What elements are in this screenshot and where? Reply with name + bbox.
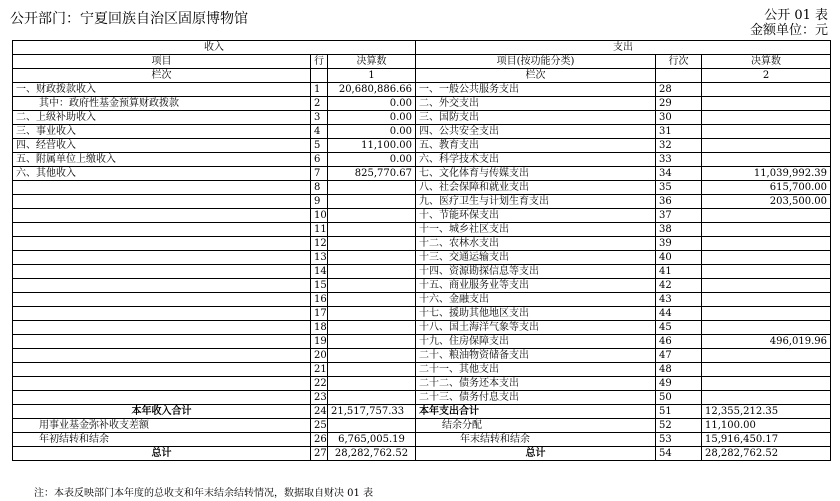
fund-offset-value — [328, 419, 416, 433]
surplus-allocation-value: 11,100.00 — [702, 419, 831, 433]
unit-label: 金额单位：元 — [749, 23, 828, 38]
income-amount — [328, 181, 416, 195]
expense-item: 八、社会保障和就业支出 — [416, 181, 656, 195]
income-row-no: 11 — [311, 223, 328, 237]
expense-item: 四、公共安全支出 — [416, 125, 656, 139]
expense-total-row: 51 — [656, 405, 702, 419]
expense-amount — [702, 97, 831, 111]
table-row — [13, 153, 831, 167]
expense-row-no: 46 — [656, 335, 702, 349]
expense-amount — [702, 265, 831, 279]
table-row — [13, 349, 831, 363]
table-row — [13, 195, 831, 209]
table-row — [13, 321, 831, 335]
table-row — [13, 209, 831, 223]
income-amount — [328, 195, 416, 209]
expense-row-no: 41 — [656, 265, 702, 279]
expense-amount — [702, 125, 831, 139]
income-row-no: 3 — [311, 111, 328, 125]
table-row — [13, 223, 831, 237]
footnote: 注：本表反映部门本年度的总收支和年末结余结转情况，数据取自财决 01 表 — [34, 488, 374, 499]
expense-amount: 496,019.96 — [702, 335, 831, 349]
income-amount — [328, 391, 416, 405]
expense-amount — [702, 251, 831, 265]
expense-row-no: 48 — [656, 363, 702, 377]
expense-item: 十八、国土海洋气象等支出 — [416, 321, 656, 335]
lanci-blank-2 — [656, 69, 702, 83]
surplus-allocation-row: 52 — [656, 419, 702, 433]
income-item — [13, 321, 311, 335]
expense-item: 一、一般公共服务支出 — [416, 83, 656, 97]
table-row — [13, 181, 831, 195]
income-amount: 11,100.00 — [328, 139, 416, 153]
income-amount — [328, 223, 416, 237]
expense-item: 十五、商业服务业等支出 — [416, 279, 656, 293]
expense-row-no: 37 — [656, 209, 702, 223]
expense-item: 十四、资源勘探信息等支出 — [416, 265, 656, 279]
expense-row-no: 43 — [656, 293, 702, 307]
table-row — [13, 377, 831, 391]
table-row — [13, 335, 831, 349]
table-row — [13, 251, 831, 265]
col-header-amount: 决算数 — [328, 55, 416, 69]
expense-total-label: 本年支出合计 — [416, 405, 656, 419]
income-item — [13, 223, 311, 237]
fund-balance-row — [13, 419, 831, 433]
col-header-expense-item: 项目(按功能分类) — [416, 55, 656, 69]
income-item — [13, 349, 311, 363]
income-amount — [328, 321, 416, 335]
income-row-no: 14 — [311, 265, 328, 279]
carryover-row — [13, 433, 831, 447]
expense-row-no: 35 — [656, 181, 702, 195]
expense-item: 十二、农林水支出 — [416, 237, 656, 251]
income-item — [13, 307, 311, 321]
income-total-row: 24 — [311, 405, 328, 419]
expense-amount — [702, 111, 831, 125]
income-item: 五、附属单位上缴收入 — [13, 153, 311, 167]
expense-row-no: 34 — [656, 167, 702, 181]
income-amount — [328, 307, 416, 321]
fund-offset-label: 用事业基金弥补收支差额 — [13, 419, 311, 433]
income-item — [13, 181, 311, 195]
income-item — [13, 237, 311, 251]
income-item — [13, 293, 311, 307]
income-row-no: 7 — [311, 167, 328, 181]
expense-item: 二十、粮油物资储备支出 — [416, 349, 656, 363]
income-row-no: 15 — [311, 279, 328, 293]
expense-row-no: 42 — [656, 279, 702, 293]
income-row-no: 17 — [311, 307, 328, 321]
income-row-no: 10 — [311, 209, 328, 223]
income-amount: 20,680,886.66 — [328, 83, 416, 97]
income-amount — [328, 265, 416, 279]
income-item — [13, 391, 311, 405]
income-row-no: 16 — [311, 293, 328, 307]
income-item: 其中：政府性基金预算财政拨款 — [13, 97, 311, 111]
income-total-label: 本年收入合计 — [13, 405, 311, 419]
income-row-no: 20 — [311, 349, 328, 363]
expense-total-value: 12,355,212.35 — [702, 405, 831, 419]
expense-amount — [702, 363, 831, 377]
income-row-no: 12 — [311, 237, 328, 251]
col-header-row: 行 — [311, 55, 328, 69]
fund-offset-row: 25 — [311, 419, 328, 433]
income-item — [13, 363, 311, 377]
surplus-allocation-label: 结余分配 — [416, 419, 656, 433]
lanci-income-no: 1 — [328, 69, 416, 83]
income-row-no: 4 — [311, 125, 328, 139]
col-header-item: 项目 — [13, 55, 311, 69]
expense-item: 六、科学技术支出 — [416, 153, 656, 167]
income-amount — [328, 335, 416, 349]
expense-amount — [702, 209, 831, 223]
expense-item: 十七、援助其他地区支出 — [416, 307, 656, 321]
expense-item: 十一、城乡社区支出 — [416, 223, 656, 237]
income-item: 二、上级补助收入 — [13, 111, 311, 125]
grand-expense-value: 28,282,762.52 — [702, 447, 831, 461]
income-item — [13, 335, 311, 349]
lanci-expense-label: 栏次 — [416, 69, 656, 83]
expense-amount — [702, 139, 831, 153]
income-row-no: 22 — [311, 377, 328, 391]
expense-item: 二十二、债务还本支出 — [416, 377, 656, 391]
expense-amount — [702, 321, 831, 335]
opening-balance-label: 年初结转和结余 — [13, 433, 311, 447]
expense-amount — [702, 223, 831, 237]
income-item — [13, 209, 311, 223]
totals-row — [13, 405, 831, 419]
opening-balance-row: 26 — [311, 433, 328, 447]
income-section-header: 收入 — [13, 41, 416, 55]
expense-item: 十六、金融支出 — [416, 293, 656, 307]
income-item — [13, 265, 311, 279]
table-row — [13, 125, 831, 139]
income-row-no: 13 — [311, 251, 328, 265]
expense-item: 九、医疗卫生与计划生育支出 — [416, 195, 656, 209]
expense-amount — [702, 293, 831, 307]
col-header-row-no: 行次 — [656, 55, 702, 69]
grand-income-row: 27 — [311, 447, 328, 461]
expense-row-no: 39 — [656, 237, 702, 251]
expense-amount — [702, 377, 831, 391]
expense-item: 十三、交通运输支出 — [416, 251, 656, 265]
income-row-no: 23 — [311, 391, 328, 405]
lanci-row — [13, 69, 831, 83]
income-row-no: 1 — [311, 83, 328, 97]
expense-item: 十九、住房保障支出 — [416, 335, 656, 349]
expense-amount: 203,500.00 — [702, 195, 831, 209]
table-row — [13, 265, 831, 279]
page-title: 公开部门：宁夏回族自治区固原博物馆 — [10, 11, 248, 27]
expense-row-no: 38 — [656, 223, 702, 237]
income-expense-table — [12, 40, 831, 461]
income-amount: 0.00 — [328, 111, 416, 125]
table-row — [13, 97, 831, 111]
expense-row-no: 28 — [656, 83, 702, 97]
expense-amount — [702, 391, 831, 405]
income-amount: 825,770.67 — [328, 167, 416, 181]
table-row — [13, 391, 831, 405]
closing-balance-label: 年末结转和结余 — [416, 433, 656, 447]
income-amount — [328, 293, 416, 307]
expense-row-no: 31 — [656, 125, 702, 139]
table-row — [13, 237, 831, 251]
column-header-row — [13, 55, 831, 69]
table-row — [13, 279, 831, 293]
expense-amount — [702, 279, 831, 293]
table-row — [13, 83, 831, 97]
col-header-expense-amount: 决算数 — [702, 55, 831, 69]
table-row — [13, 111, 831, 125]
income-row-no: 6 — [311, 153, 328, 167]
expense-item: 二十三、债务付息支出 — [416, 391, 656, 405]
income-item: 一、财政拨款收入 — [13, 83, 311, 97]
income-amount — [328, 377, 416, 391]
expense-amount — [702, 237, 831, 251]
grand-total-row — [13, 447, 831, 461]
income-amount — [328, 349, 416, 363]
expense-row-no: 45 — [656, 321, 702, 335]
expense-item: 二、外交支出 — [416, 97, 656, 111]
income-amount: 0.00 — [328, 153, 416, 167]
income-row-no: 8 — [311, 181, 328, 195]
expense-row-no: 32 — [656, 139, 702, 153]
closing-balance-value: 15,916,450.17 — [702, 433, 831, 447]
section-header-row — [13, 41, 831, 55]
header-right — [750, 8, 828, 38]
expense-amount: 11,039,992.39 — [702, 167, 831, 181]
expense-row-no: 30 — [656, 111, 702, 125]
opening-balance-value: 6,765,005.19 — [328, 433, 416, 447]
income-row-no: 9 — [311, 195, 328, 209]
income-item — [13, 377, 311, 391]
table-row — [13, 307, 831, 321]
income-item — [13, 251, 311, 265]
income-item — [13, 195, 311, 209]
income-item — [13, 279, 311, 293]
income-amount — [328, 237, 416, 251]
income-amount: 0.00 — [328, 125, 416, 139]
income-amount: 0.00 — [328, 97, 416, 111]
income-item: 六、其他收入 — [13, 167, 311, 181]
expense-item: 五、教育支出 — [416, 139, 656, 153]
income-amount — [328, 363, 416, 377]
income-total-value: 21,517,757.33 — [328, 405, 416, 419]
expense-amount — [702, 153, 831, 167]
expense-row-no: 49 — [656, 377, 702, 391]
expense-item: 三、国防支出 — [416, 111, 656, 125]
grand-expense-row: 54 — [656, 447, 702, 461]
expense-item: 十、节能环保支出 — [416, 209, 656, 223]
closing-balance-row: 53 — [656, 433, 702, 447]
income-row-no: 2 — [311, 97, 328, 111]
grand-expense-label: 总计 — [416, 447, 656, 461]
expense-row-no: 36 — [656, 195, 702, 209]
income-row-no: 18 — [311, 321, 328, 335]
expense-item: 七、文化体育与传媒支出 — [416, 167, 656, 181]
income-item: 三、事业收入 — [13, 125, 311, 139]
lanci-expense-no: 2 — [702, 69, 831, 83]
income-amount — [328, 279, 416, 293]
table-row — [13, 139, 831, 153]
expense-row-no: 29 — [656, 97, 702, 111]
expense-row-no: 44 — [656, 307, 702, 321]
income-amount — [328, 251, 416, 265]
expense-row-no: 40 — [656, 251, 702, 265]
grand-income-label: 总计 — [13, 447, 311, 461]
lanci-label: 栏次 — [13, 69, 311, 83]
expense-row-no: 50 — [656, 391, 702, 405]
expense-section-header: 支出 — [416, 41, 831, 55]
expense-amount — [702, 349, 831, 363]
income-row-no: 21 — [311, 363, 328, 377]
expense-row-no: 33 — [656, 153, 702, 167]
table-row — [13, 363, 831, 377]
expense-amount: 615,700.00 — [702, 181, 831, 195]
lanci-blank — [311, 69, 328, 83]
table-row — [13, 167, 831, 181]
income-row-no: 19 — [311, 335, 328, 349]
expense-amount — [702, 307, 831, 321]
expense-item: 二十一、其他支出 — [416, 363, 656, 377]
form-code: 公开 01 表 — [764, 8, 828, 23]
grand-income-value: 28,282,762.52 — [328, 447, 416, 461]
income-item: 四、经营收入 — [13, 139, 311, 153]
expense-amount — [702, 83, 831, 97]
income-row-no: 5 — [311, 139, 328, 153]
income-amount — [328, 209, 416, 223]
table-row — [13, 293, 831, 307]
expense-row-no: 47 — [656, 349, 702, 363]
